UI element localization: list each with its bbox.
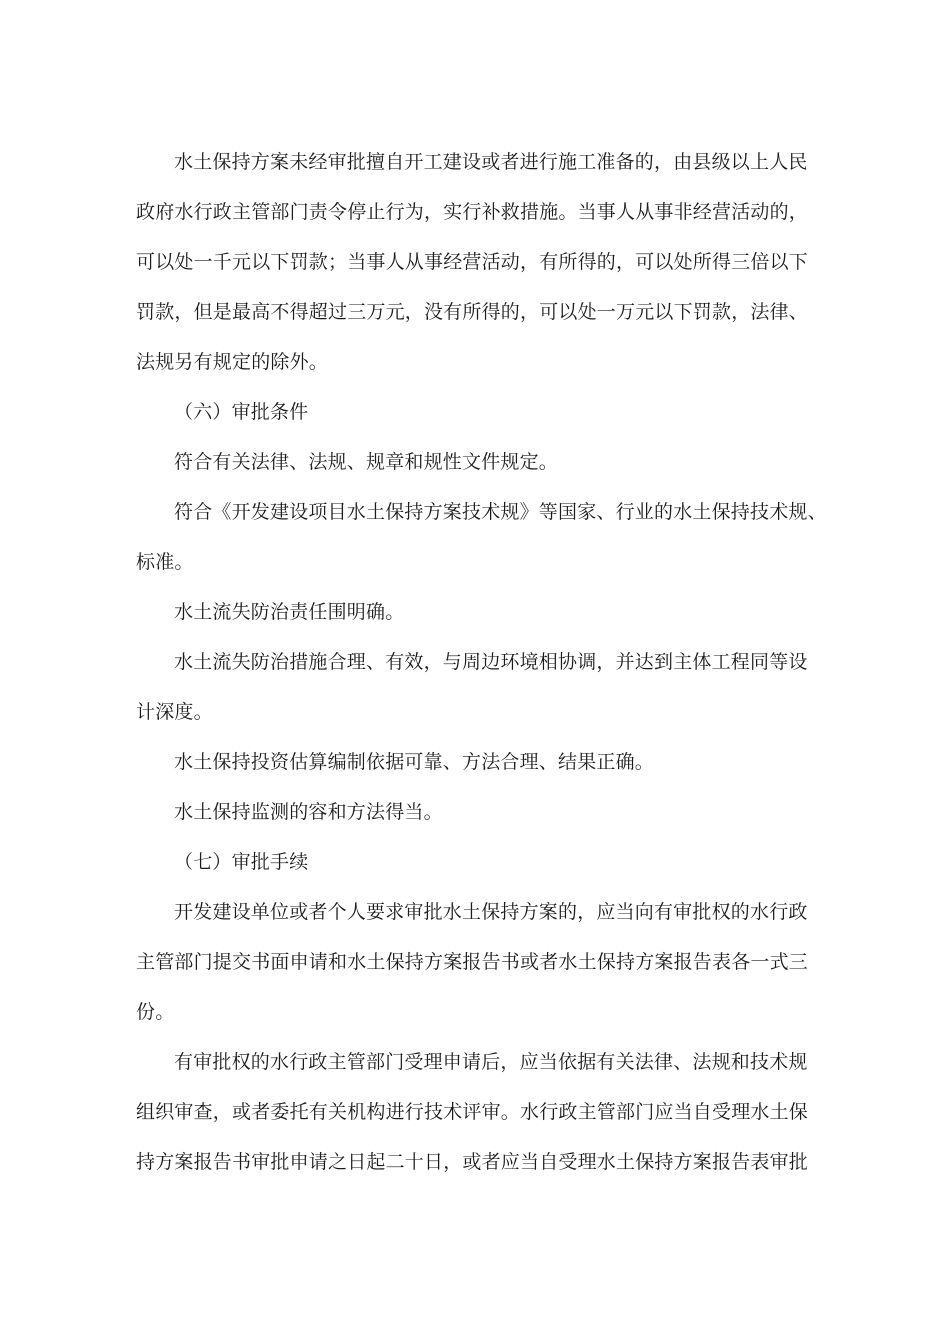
section-heading: （六）审批条件 <box>174 401 309 423</box>
paragraph-line: 标准。 <box>136 551 194 573</box>
paragraph-line: 符合有关法律、法规、规章和规性文件规定。 <box>174 451 559 473</box>
paragraph-line: 水土保持投资估算编制依据可靠、方法合理、结果正确。 <box>174 751 655 773</box>
paragraph-line: 水土保持方案未经审批擅自开工建设或者进行施工准备的，由县级以上人民 <box>174 151 808 173</box>
paragraph-line: 计深度。 <box>136 701 213 723</box>
section-heading: （七）审批手续 <box>174 851 309 873</box>
paragraph-line: 水土流失防治责任围明确。 <box>174 601 405 623</box>
paragraph-line: 水土保持监测的容和方法得当。 <box>174 801 443 823</box>
paragraph-line: 法规另有规定的除外。 <box>136 351 329 373</box>
paragraph-line: 罚款，但是最高不得超过三万元，没有所得的，可以处一万元以下罚款，法律、 <box>136 301 809 323</box>
paragraph-line: 组织审查，或者委托有关机构进行技术评审。水行政主管部门应当自受理水土保 <box>136 1101 809 1123</box>
paragraph-line: 水土流失防治措施合理、有效，与周边环境相协调，并达到主体工程同等设 <box>174 651 808 673</box>
paragraph-line: 持方案报告书审批申请之日起二十日，或者应当自受理水土保持方案报告表审批 <box>136 1151 809 1173</box>
paragraph-line: 主管部门提交书面申请和水土保持方案报告书或者水土保持方案报告表各一式三 <box>136 951 809 973</box>
paragraph-line: 政府水行政主管部门责令停止行为，实行补救措施。当事人从事非经营活动的， <box>136 201 809 223</box>
paragraph-line: 开发建设单位或者个人要求审批水土保持方案的，应当向有审批权的水行政 <box>174 901 808 923</box>
paragraph-line: 有审批权的水行政主管部门受理申请后，应当依据有关法律、法规和技术规 <box>174 1051 808 1073</box>
paragraph-line: 可以处一千元以下罚款；当事人从事经营活动，有所得的，可以处所得三倍以下 <box>136 251 809 273</box>
paragraph-line: 符合《开发建设项目水土保持方案技术规》等国家、行业的水土保持技术规、 <box>174 501 827 523</box>
paragraph-line: 份。 <box>136 1001 175 1023</box>
